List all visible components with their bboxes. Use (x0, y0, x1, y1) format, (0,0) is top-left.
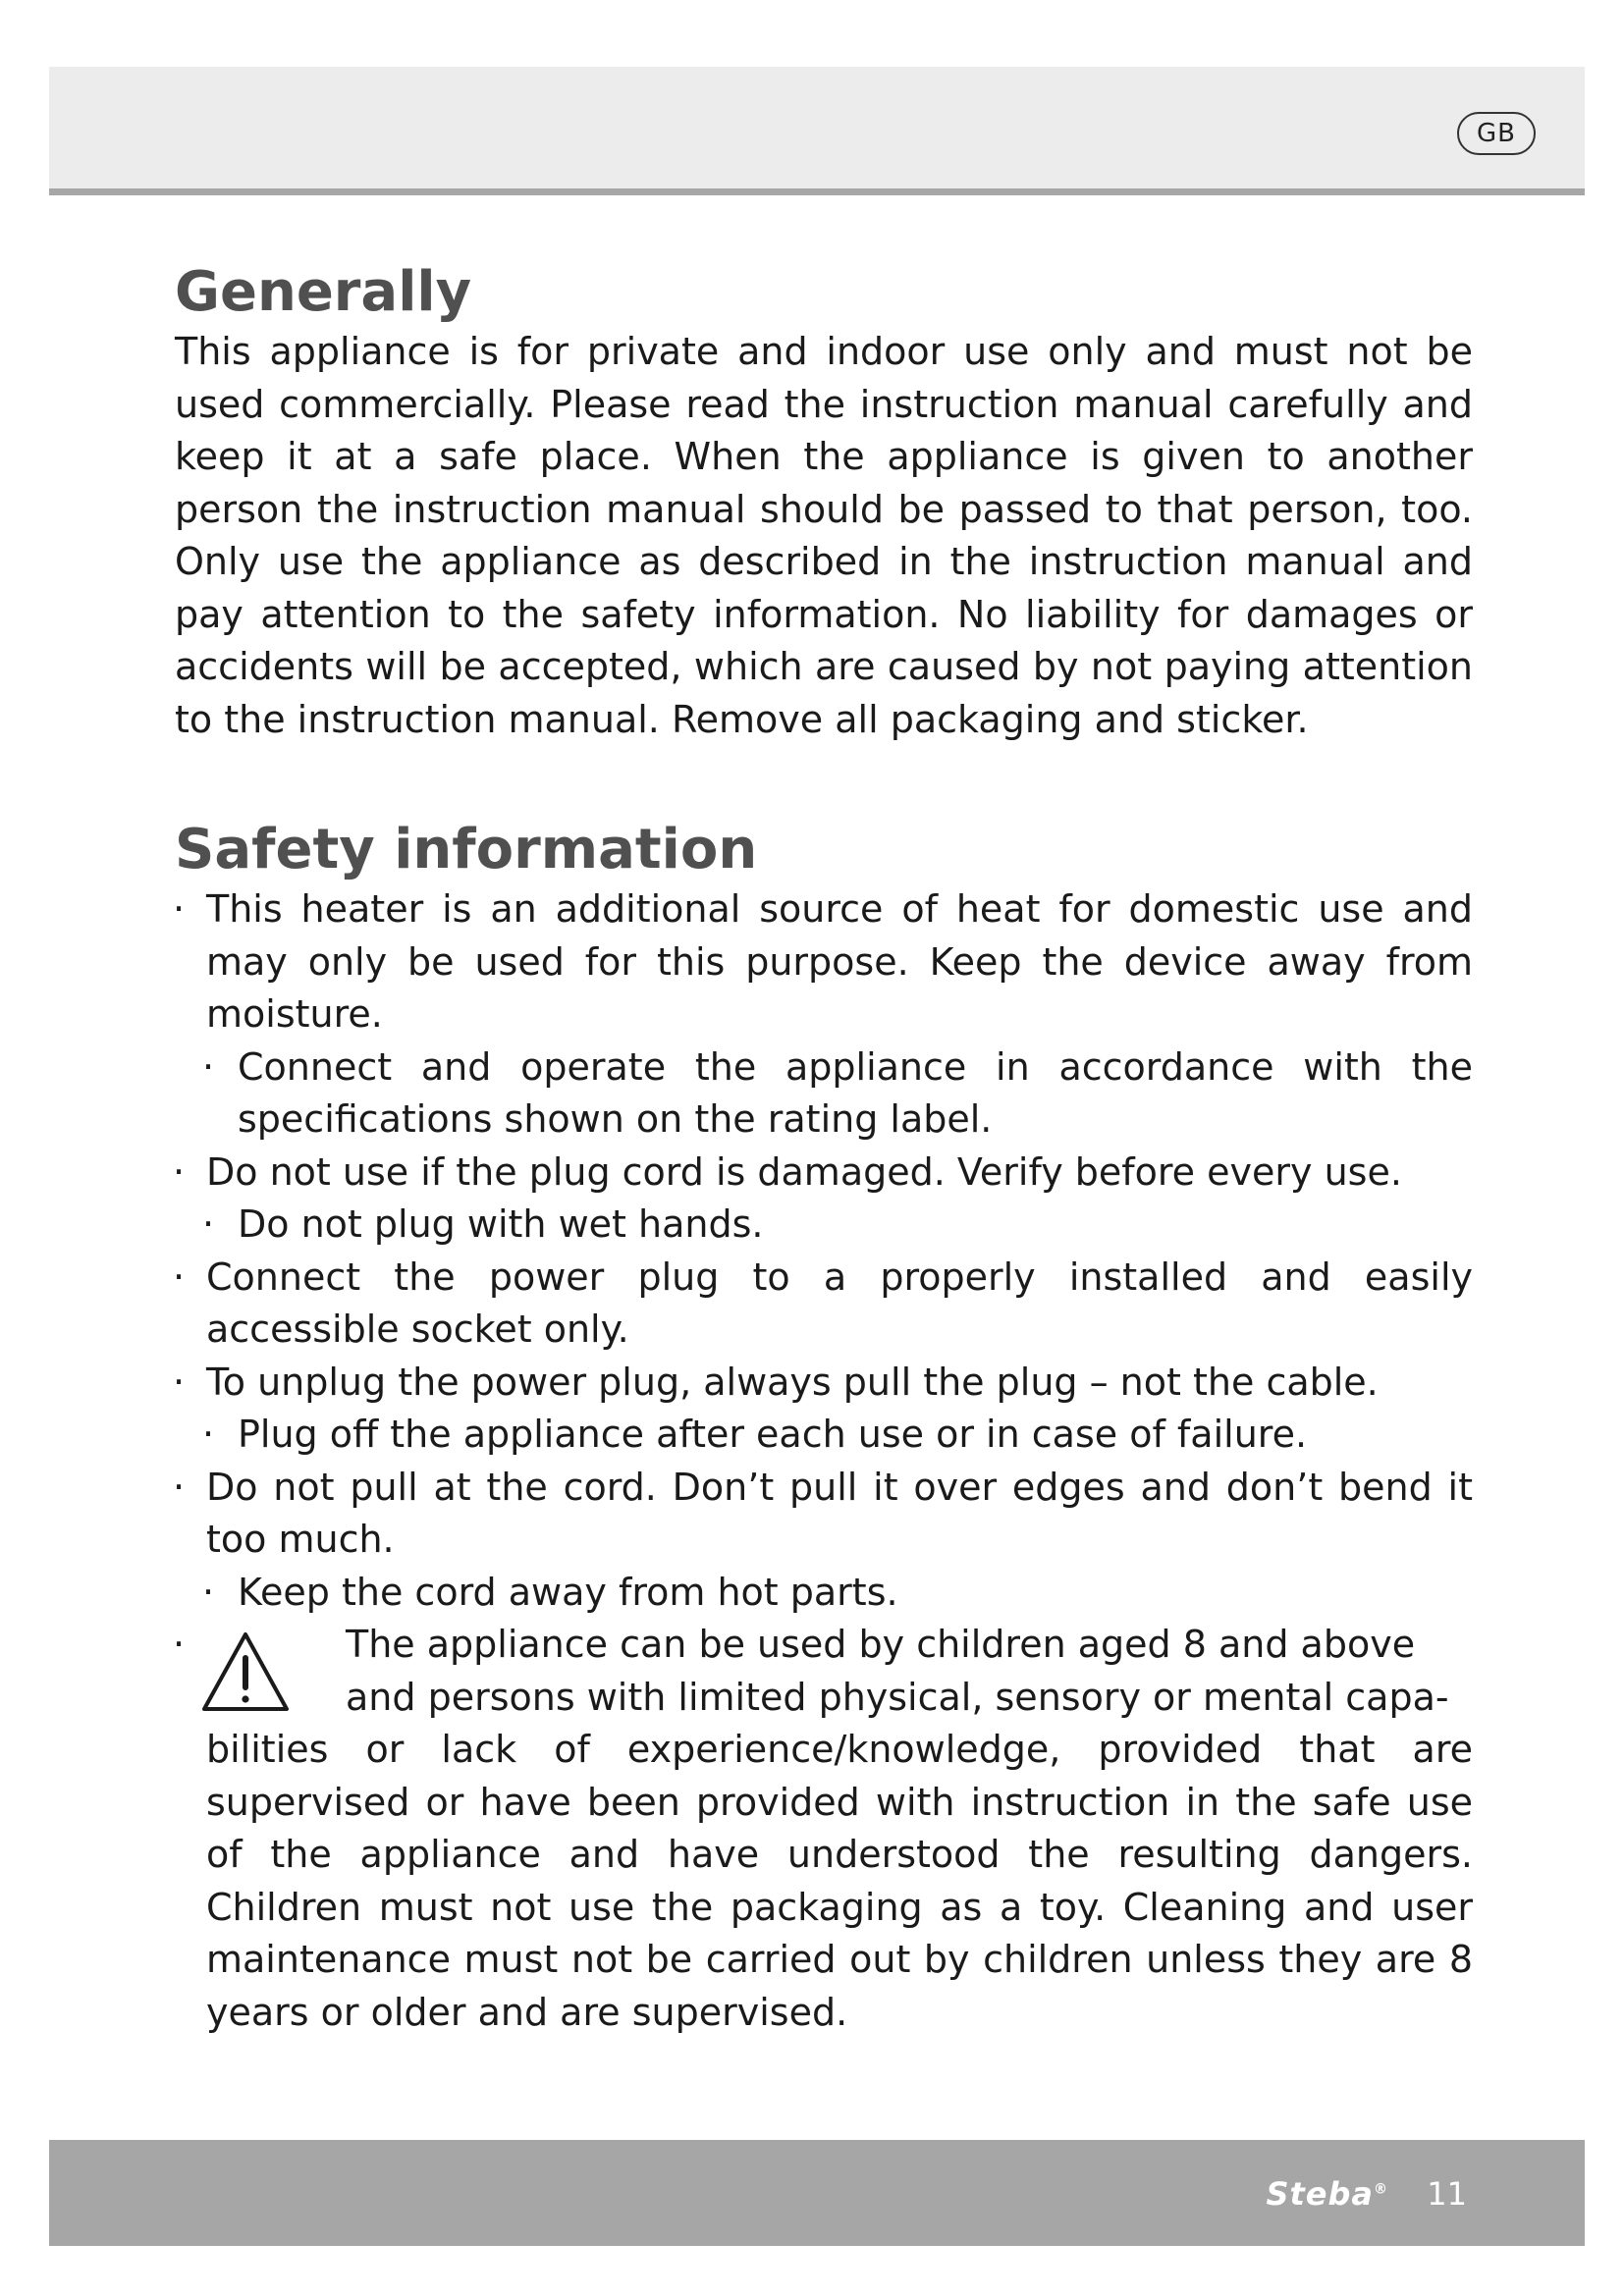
safety-item-warning (175, 1619, 1473, 2039)
warning-line-2: and persons with limited physical, sensory or mental capa- (346, 1675, 1449, 1719)
footer-band (49, 2140, 1585, 2246)
bullet: · (173, 1360, 186, 1404)
safety-item: · Do not pull at the cord. Don’t pull it over edges and don’t bend it too much. (175, 1462, 1473, 1567)
safety-item: · Do not plug with wet hands. (175, 1199, 1473, 1252)
safety-item: · This heater is an additional source of heat for domestic use and may only be used for this purpose. Keep the device away from moisture. (175, 883, 1473, 1041)
warning-line-1: The appliance can be used by children aged 8 and above (346, 1623, 1416, 1666)
page-content (175, 259, 1473, 2039)
safety-list (175, 883, 1473, 2039)
section-heading-safety: Safety information (175, 818, 758, 881)
page-number: 11 (1427, 2175, 1467, 2213)
bullet: · (173, 1623, 186, 1666)
bullet: · (202, 1044, 215, 1089)
bullet: · (173, 1465, 186, 1509)
safety-item: · Keep the cord away from hot parts. (175, 1567, 1473, 1620)
bullet: · (173, 1255, 186, 1299)
generally-paragraph: This appliance is for private and indoor use only and must not be used commercially. Please read the instruction manual carefully and keep it at a safe place. When the appliance is given to another person the instruction manual should be passed to that person, too. Only use the appliance as described in the instruction manual and pay attention to the safety information. No liability for damages or accidents will be accepted, which are caused by not paying attention to the instruction manual. Remove all packaging and sticker. (175, 330, 1473, 741)
safety-item: · Plug off the appliance after each use or in case of failure. (175, 1409, 1473, 1462)
warning-triangle-icon (200, 1630, 291, 1713)
safety-item: · Connect and operate the appliance in accordance with the specifications shown on the rating label. (175, 1041, 1473, 1147)
bullet: · (202, 1202, 215, 1246)
bullet: · (173, 887, 186, 931)
safety-item: · To unplug the power plug, always pull the plug – not the cable. (175, 1357, 1473, 1410)
section-heading-generally: Generally (175, 260, 472, 324)
safety-item: · Connect the power plug to a properly installed and easily accessible socket only. (175, 1252, 1473, 1357)
language-badge: GB (1457, 112, 1536, 155)
safety-item: · Do not use if the plug cord is damaged. Verify before every use. (175, 1147, 1473, 1200)
bullet: · (173, 1149, 186, 1194)
bullet: · (202, 1413, 215, 1456)
warning-text: bilities or lack of experience/knowledge, provided that are supervised or have been provided with instruction in the safe use of the appliance and have understood the resulting dangers. Children must not use the packaging as a toy. Cleaning and user maintenance must not be carried out by children unless they are 8 years or older and are supervised. (206, 1728, 1473, 2034)
header-band (49, 67, 1585, 195)
brand-logo: Steba® (1266, 2175, 1388, 2213)
bullet: · (202, 1570, 215, 1614)
